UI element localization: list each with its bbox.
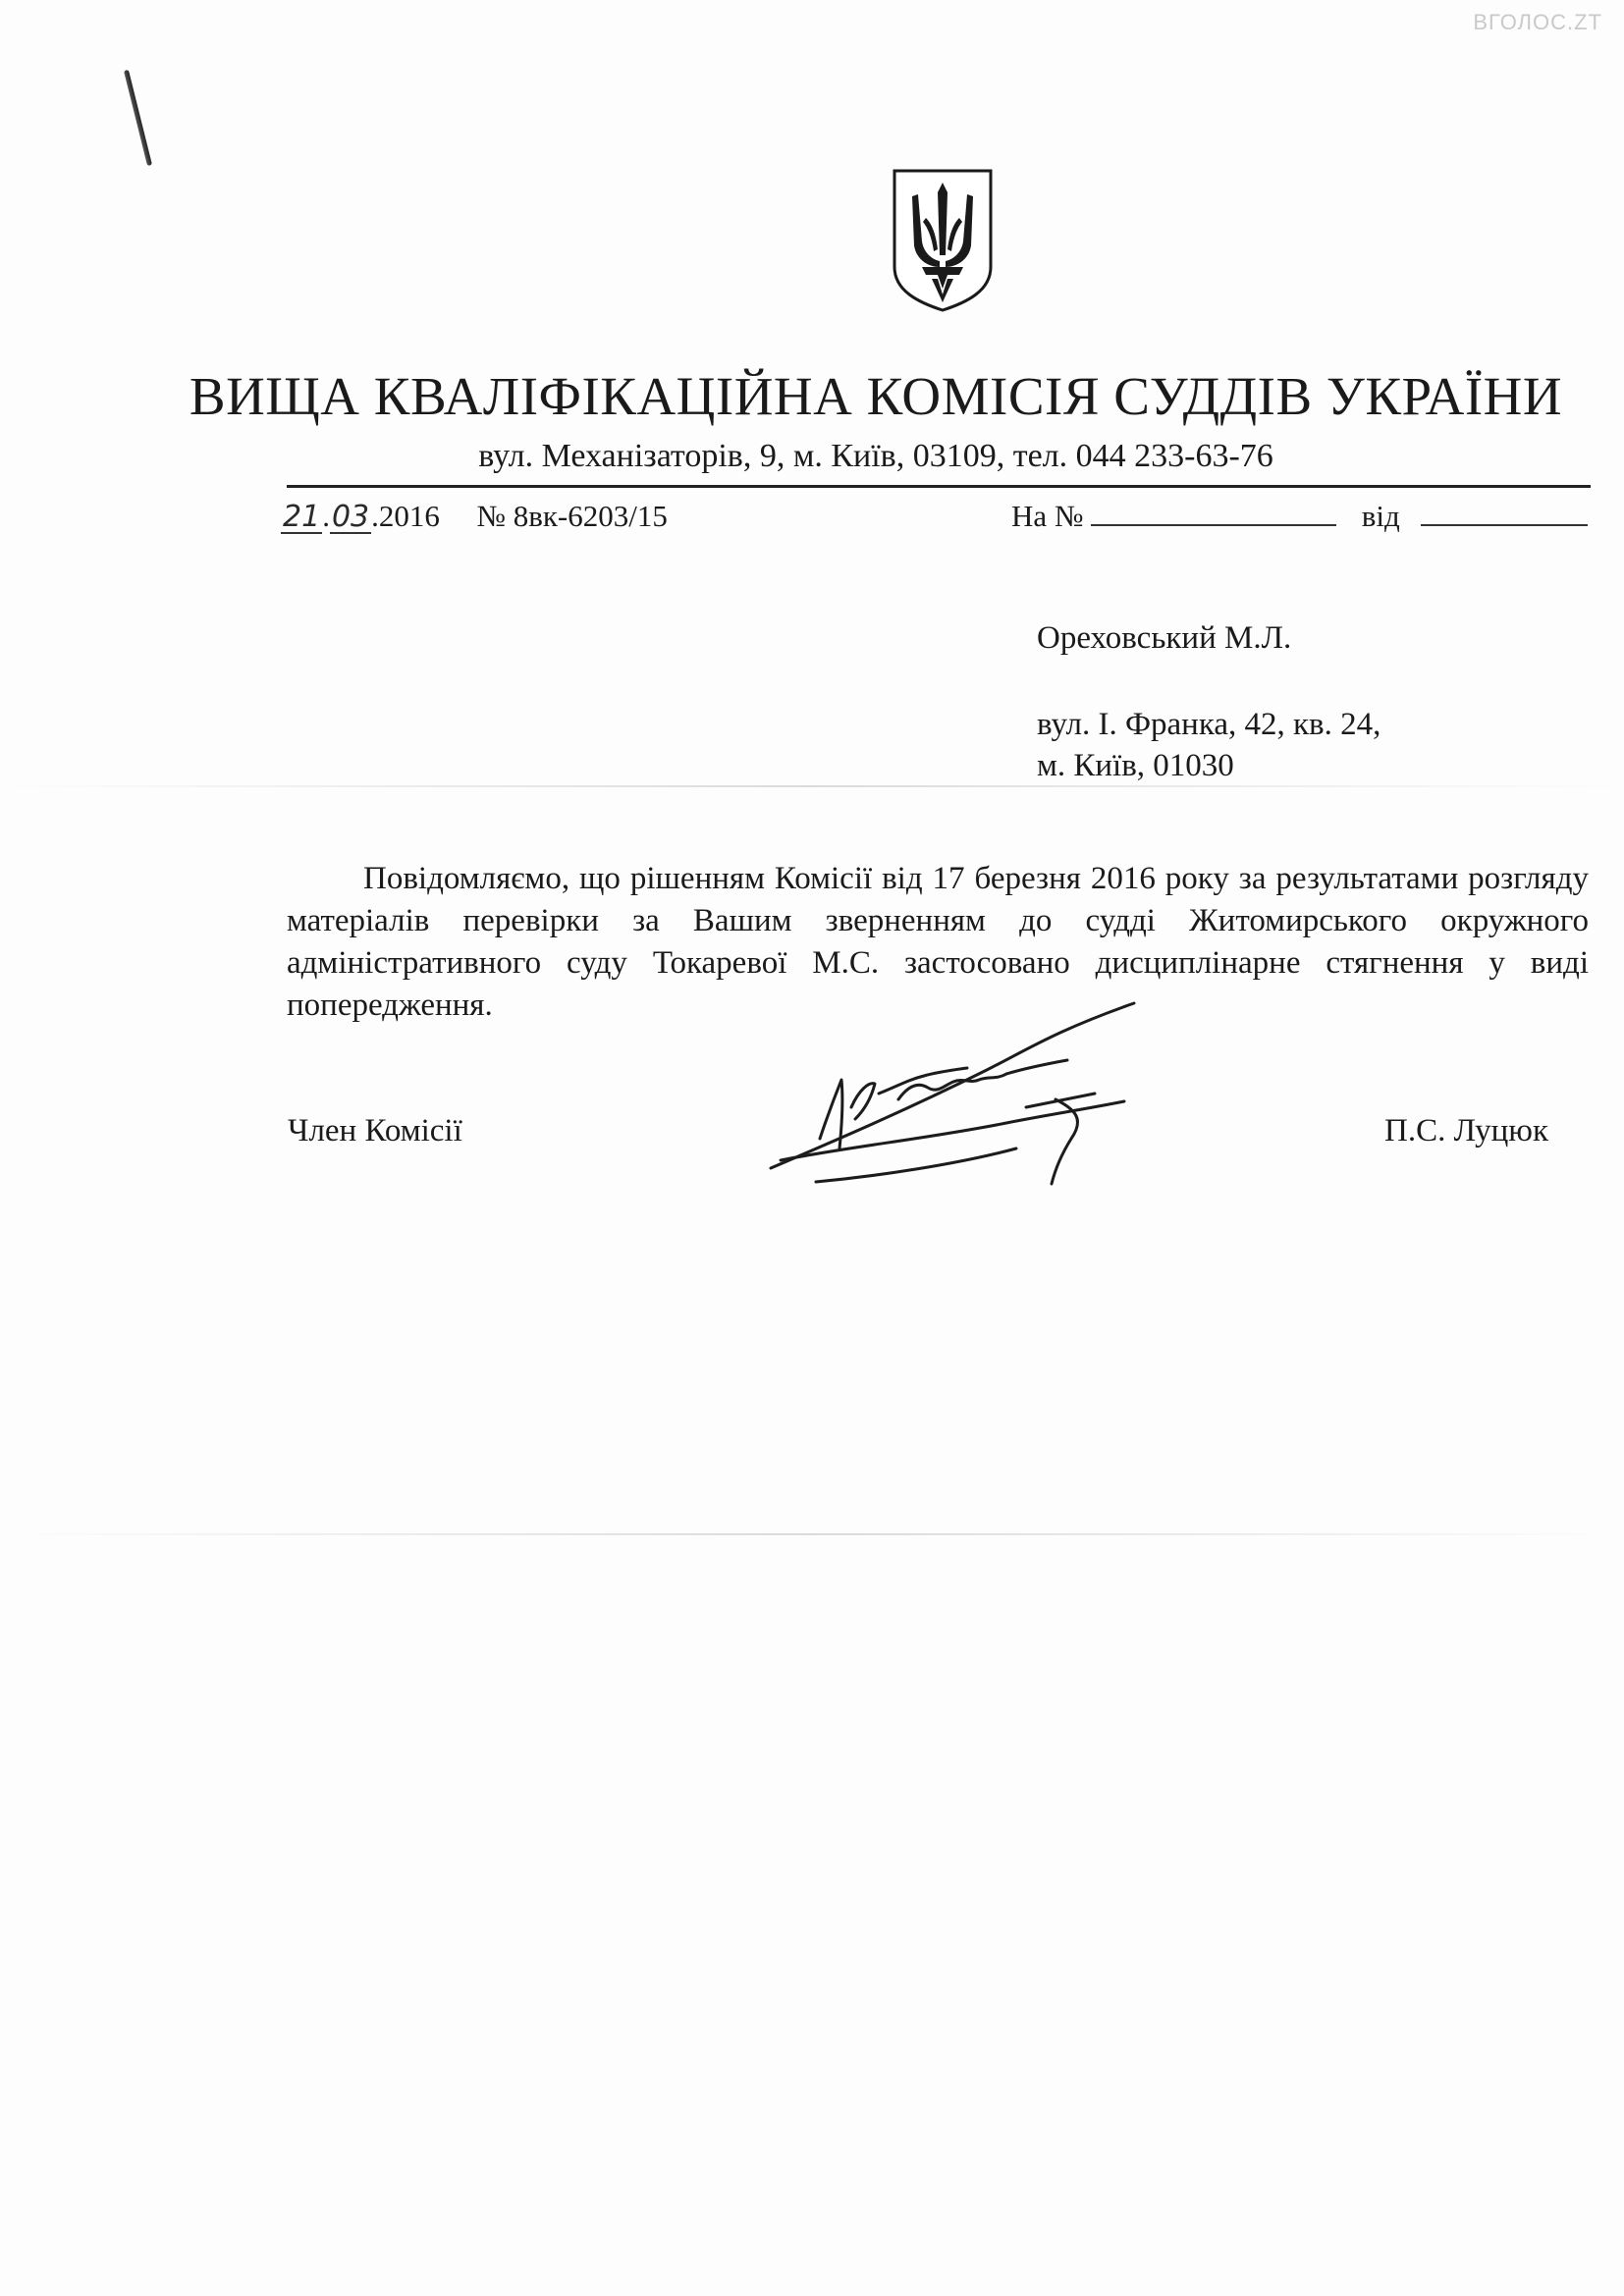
watermark: ВГОЛОС.ZT [1473,10,1602,34]
reply-number-blank [1091,499,1336,526]
incoming-reference [1011,499,1588,534]
date-month-handwritten: 03 [331,500,370,534]
date-year: .2016 [371,499,440,533]
recipient-street: вул. І. Франка, 42, кв. 24, [1037,707,1381,742]
staple-mark [124,70,152,166]
fold-line [0,785,1624,787]
recipient-city: м. Київ, 01030 [1037,748,1234,783]
reply-date-blank [1421,499,1588,526]
organization-address: вул. Механізаторів, 9, м. Київ, 03109, тел. 044 233-63-76 [478,438,1273,474]
outgoing-number: № 8вк-6203/15 [476,499,668,533]
body-paragraph: Повідомляємо, що рішенням Комісії від 17 березня 2016 року за результатами розгляду матеріалів перевірки за Вашим зверненням до судді Житомирського окружного адміністративного суду Токаревої М.С. застосовано дисциплінарне стягнення у виді попередження. [287,861,1589,1023]
header-divider [287,485,1591,488]
trident-coat-of-arms-icon [889,165,997,314]
recipient-name: Ореховський М.Л. [1037,620,1292,656]
handwritten-signature-icon [761,991,1144,1217]
reply-to-label: На № [1011,499,1084,533]
outgoing-registration: 21.03.2016 № 8вк-6203/15 [283,499,668,534]
signer-name: П.С. Луцюк [1384,1113,1548,1148]
reply-date-label: від [1361,499,1400,533]
fold-line [0,1533,1624,1535]
signer-role: Член Комісії [288,1113,462,1148]
date-day-handwritten: 21 [283,500,321,534]
organization-name: ВИЩА КВАЛІФІКАЦІЙНА КОМІСІЯ СУДДІВ УКРАЇНИ [189,366,1563,426]
